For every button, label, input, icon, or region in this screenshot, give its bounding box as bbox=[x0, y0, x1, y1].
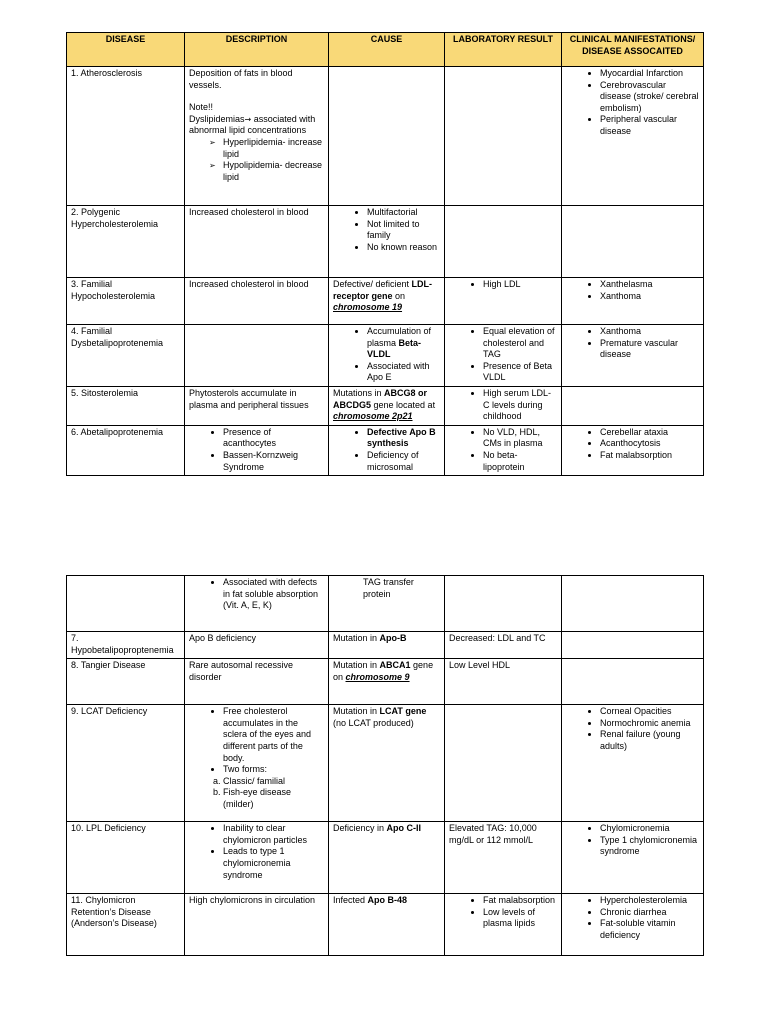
list-item: • Inability to clear chylomicron particles bbox=[223, 823, 324, 846]
list-item: • Bassen-Kornzweig Syndrome bbox=[223, 450, 324, 473]
table-row bbox=[67, 632, 704, 659]
lab-cell bbox=[445, 894, 562, 956]
bullet-list bbox=[449, 895, 557, 930]
description-cell: Apo B deficiency bbox=[185, 632, 329, 659]
list-item: • Two forms: a. Classic/ familial b. Fish-eye disease (milder) bbox=[223, 764, 324, 810]
list-item: • Deficiency of microsomal bbox=[367, 450, 440, 473]
list-item: • Cerebellar ataxia bbox=[600, 427, 699, 439]
clinical-cell bbox=[562, 278, 704, 325]
lettered-list bbox=[195, 776, 324, 811]
description-cell bbox=[185, 325, 329, 387]
disease-cell: 3. Familial Hypocholesterolemia bbox=[67, 278, 185, 325]
lab-cell bbox=[445, 278, 562, 325]
header-laboratory-result: LABORATORY RESULT bbox=[445, 33, 562, 67]
table-row bbox=[67, 325, 704, 387]
list-item: • Defective Apo B synthesis bbox=[367, 427, 440, 450]
arrow-list bbox=[189, 137, 324, 183]
disease-cell: 6. Abetalipoprotenemia bbox=[67, 425, 185, 475]
bullet-list bbox=[189, 427, 324, 473]
bullet-list bbox=[189, 823, 324, 881]
description-cell bbox=[185, 705, 329, 822]
cause-cell: Mutation in Apo-B bbox=[329, 632, 445, 659]
bullet-list bbox=[566, 823, 699, 858]
lab-cell bbox=[445, 387, 562, 426]
table-row bbox=[67, 894, 704, 956]
disease-cell: 5. Sitosterolemia bbox=[67, 387, 185, 426]
bullet-list bbox=[566, 68, 699, 138]
description-cell bbox=[185, 576, 329, 632]
disease-cell: 2. Polygenic Hypercholesterolemia bbox=[67, 206, 185, 278]
cause-cell: Mutations in ABCG8 or ABCDG5 gene located at chromosome 2p21 bbox=[329, 387, 445, 426]
list-item: • Not limited to family bbox=[367, 219, 440, 242]
list-item: • Type 1 chylomicronemia syndrome bbox=[600, 835, 699, 858]
disease-cell: 11. Chylomicron Retention’s Disease (Anderson’s Disease) bbox=[67, 894, 185, 956]
table-row bbox=[67, 206, 704, 278]
disease-cell: 7. Hypobetalipoproptenemia bbox=[67, 632, 185, 659]
lab-cell bbox=[445, 325, 562, 387]
disease-cell: 8. Tangier Disease bbox=[67, 659, 185, 705]
clinical-cell bbox=[562, 325, 704, 387]
cause-cell bbox=[329, 425, 445, 475]
list-item: • Fat malabsorption bbox=[600, 450, 699, 462]
lab-cell bbox=[445, 576, 562, 632]
bullet-list bbox=[449, 326, 557, 384]
bullet-list bbox=[566, 895, 699, 941]
list-item: • Low levels of plasma lipids bbox=[483, 907, 557, 930]
list-item: • Peripheral vascular disease bbox=[600, 114, 699, 137]
cause-cell bbox=[329, 206, 445, 278]
list-item: • Myocardial Infarction bbox=[600, 68, 699, 80]
clinical-cell bbox=[562, 67, 704, 206]
list-item: • Chylomicronemia bbox=[600, 823, 699, 835]
clinical-cell bbox=[562, 576, 704, 632]
list-item: • Acanthocytosis bbox=[600, 438, 699, 450]
cause-text: TAG transfer protein bbox=[363, 577, 414, 599]
list-item: • Accumulation of plasma Beta-VLDL bbox=[367, 326, 440, 361]
list-item: • Associated with defects in fat soluble absorption (Vit. A, E, K) bbox=[223, 577, 324, 612]
description-cell: Increased cholesterol in blood bbox=[185, 278, 329, 325]
table-header-row bbox=[67, 33, 704, 67]
description-cell bbox=[185, 425, 329, 475]
clinical-cell bbox=[562, 705, 704, 822]
right-arrow-icon: → bbox=[244, 114, 252, 124]
list-item: • No VLD, HDL, CMs in plasma bbox=[483, 427, 557, 450]
list-item: • Premature vascular disease bbox=[600, 338, 699, 361]
bullet-list bbox=[333, 427, 440, 473]
lab-cell bbox=[445, 206, 562, 278]
bullet-list bbox=[566, 326, 699, 361]
header-disease: DISEASE bbox=[67, 33, 185, 67]
list-item: • Xanthoma bbox=[600, 291, 699, 303]
bullet-list bbox=[449, 427, 557, 473]
note-text: Dyslipidemias→ associated with abnormal lipid concentrations bbox=[189, 113, 316, 136]
table-row bbox=[67, 425, 704, 475]
lab-cell bbox=[445, 425, 562, 475]
cause-cell bbox=[329, 67, 445, 206]
lab-cell bbox=[445, 705, 562, 822]
bullet-list bbox=[566, 706, 699, 752]
list-item: • Associated with Apo E bbox=[367, 361, 440, 384]
bullet-list bbox=[566, 427, 699, 462]
list-item: • Presence of Beta VLDL bbox=[483, 361, 557, 384]
clinical-cell bbox=[562, 894, 704, 956]
disease-cell: 9. LCAT Deficiency bbox=[67, 705, 185, 822]
description-text: Deposition of fats in blood vessels. bbox=[189, 68, 293, 90]
list-item: • Hypercholesterolemia bbox=[600, 895, 699, 907]
disease-cell: 10. LPL Deficiency bbox=[67, 822, 185, 894]
header-clinical-manifestations: CLINICAL MANIFESTATIONS/ DISEASE ASSOCAITED bbox=[562, 33, 704, 67]
list-item: • Free cholesterol accumulates in the sclera of the eyes and different parts of the body. bbox=[223, 706, 324, 764]
bullet-list bbox=[449, 279, 557, 291]
list-item: • Xanthelasma bbox=[600, 279, 699, 291]
list-item: • Fat malabsorption bbox=[483, 895, 557, 907]
cause-cell: Infected Apo B-48 bbox=[329, 894, 445, 956]
description-cell: Increased cholesterol in blood bbox=[185, 206, 329, 278]
clinical-cell bbox=[562, 659, 704, 705]
list-item: • High LDL bbox=[483, 279, 557, 291]
clinical-cell bbox=[562, 387, 704, 426]
table-row bbox=[67, 67, 704, 206]
list-item: • High serum LDL-C levels during childhood bbox=[483, 388, 557, 423]
table-row bbox=[67, 387, 704, 426]
table-row bbox=[67, 705, 704, 822]
description-cell: Rare autosomal recessive disorder bbox=[185, 659, 329, 705]
cause-cell: Mutation in ABCA1 gene on chromosome 9 bbox=[329, 659, 445, 705]
disease-cell: 4. Familial Dysbetalipoprotenemia bbox=[67, 325, 185, 387]
lab-cell: Low Level HDL bbox=[445, 659, 562, 705]
list-item: • Multifactorial bbox=[367, 207, 440, 219]
lab-cell: Elevated TAG: 10,000 mg/dL or 112 mmol/L bbox=[445, 822, 562, 894]
description-cell: Phytosterols accumulate in plasma and peripheral tissues bbox=[185, 387, 329, 426]
lab-cell: Decreased: LDL and TC bbox=[445, 632, 562, 659]
note-label: Note!! bbox=[189, 102, 214, 113]
list-item: • Presence of acanthocytes bbox=[223, 427, 324, 450]
list-item: ➢ Hyperlipidemia- increase lipid bbox=[223, 137, 324, 160]
bullet-list bbox=[333, 326, 440, 384]
cause-cell: Deficiency in Apo C-II bbox=[329, 822, 445, 894]
cause-cell bbox=[329, 325, 445, 387]
bullet-list bbox=[333, 207, 440, 253]
list-item: • Corneal Opacities bbox=[600, 706, 699, 718]
list-item: • Equal elevation of cholesterol and TAG bbox=[483, 326, 557, 361]
disease-cell: 1. Atherosclerosis bbox=[67, 67, 185, 206]
list-item: b. Fish-eye disease (milder) bbox=[223, 787, 324, 810]
header-cause: CAUSE bbox=[329, 33, 445, 67]
table-row bbox=[67, 659, 704, 705]
list-item: • Chronic diarrhea bbox=[600, 907, 699, 919]
description-cell bbox=[185, 67, 329, 206]
list-item: • No known reason bbox=[367, 242, 440, 254]
bullet-list bbox=[566, 279, 699, 302]
list-item: • Renal failure (young adults) bbox=[600, 729, 699, 752]
list-item: a. Classic/ familial bbox=[223, 776, 324, 788]
bullet-list bbox=[189, 706, 324, 810]
lab-cell bbox=[445, 67, 562, 206]
cause-cell: Mutation in LCAT gene (no LCAT produced) bbox=[329, 705, 445, 822]
list-item: • Fat-soluble vitamin deficiency bbox=[600, 918, 699, 941]
lipid-disorders-table-page1 bbox=[66, 32, 704, 476]
disease-cell bbox=[67, 576, 185, 632]
list-item: ➢ Hypolipidemia- decrease lipid bbox=[223, 160, 324, 183]
list-item: • Normochromic anemia bbox=[600, 718, 699, 730]
table-row bbox=[67, 278, 704, 325]
bullet-list bbox=[189, 577, 324, 612]
cause-cell: Defective/ deficient LDL-receptor gene on chromosome 19 bbox=[329, 278, 445, 325]
table-row bbox=[67, 576, 704, 632]
bullet-list bbox=[449, 388, 557, 423]
list-item: • No beta-lipoprotein bbox=[483, 450, 557, 473]
description-cell: High chylomicrons in circulation bbox=[185, 894, 329, 956]
list-item: • Leads to type 1 chylomicronemia syndrome bbox=[223, 846, 324, 881]
description-cell bbox=[185, 822, 329, 894]
list-item: • Cerebrovascular disease (stroke/ cerebral embolism) bbox=[600, 80, 699, 115]
clinical-cell bbox=[562, 425, 704, 475]
cause-cell bbox=[329, 576, 445, 632]
clinical-cell bbox=[562, 632, 704, 659]
clinical-cell bbox=[562, 822, 704, 894]
header-description: DESCRIPTION bbox=[185, 33, 329, 67]
list-item: • Xanthoma bbox=[600, 326, 699, 338]
clinical-cell bbox=[562, 206, 704, 278]
lipid-disorders-table-page2 bbox=[66, 575, 704, 956]
table-row bbox=[67, 822, 704, 894]
